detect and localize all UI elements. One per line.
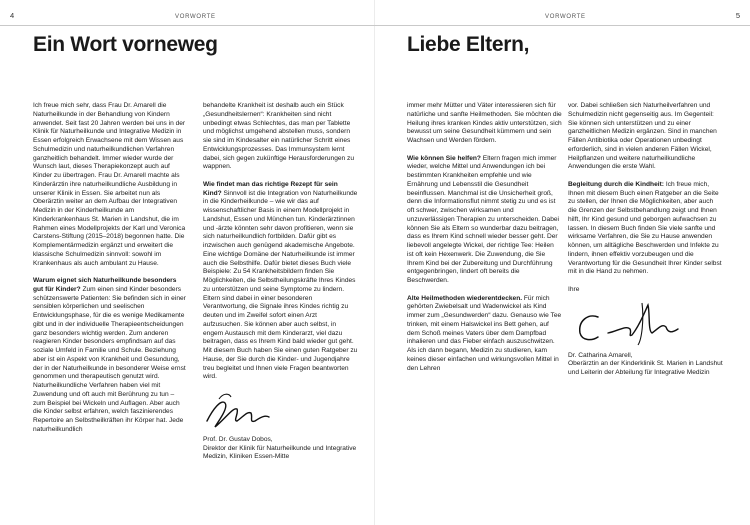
paragraph: vor. Dabei schließen sich Naturheilverfahren und Schulmedizin nicht gegenseitig aus. Im Gegenteil: Sie können sich unterstützen und zu einer ganzheitlichen Medizin ergänzen. Sind in manchen Fällen Antibiotika oder Operationen unbedingt erforderlich, sind in vielen anderen Fällen Wickel, Heilpflanzen und weitere naturheilkundliche Anwendungen die erste Wahl.	[568, 102, 717, 171]
paragraph	[33, 277, 188, 435]
paragraph-text: Sinnvoll ist die Integration von Naturheilkunde in die Kinderheilkunde – wie wir das auf wissenschaftlicher Basis in einem Modellprojekt in Landshut, Essen und München tun. Kinderärztinnen und -ärzte könnten sehr davon profitieren, wenn sie sich naturheilkundlich fortbilden. Dafür gibt es inzwischen auch genügend akademische Angebote. Eine wichtige Domäne der Naturheilkunde ist immer auch die Selbsthilfe. Dafür bietet dieses Buch viele Beispiele: Zu 54 Krankheitsbildern finden Sie Möglichkeiten, die Selbstheilungskräfte Ihres Kindes zu unterstützen und seine Symptome zu lindern. Eltern sind dabei in einer besonderen Verantwortung, die Signale ihres Kindes richtig zu deuten und im Zweifel sofort einen Arzt aufzusuchen. Sie können aber auch selbst, in engem Austausch mit dem Kinderarzt, viel dazu beitragen, dass es Ihrem Kind bald wieder gut geht. Mit diesem Buch haben Sie einen guten Ratgeber zu Hause, der Sie durch die Kinder- und Jugendjahre treu begleitet und Ihnen viele Fragen beantworten wird.	[203, 189, 358, 381]
paragraph	[203, 181, 358, 382]
right-page	[375, 0, 750, 525]
paragraph	[568, 181, 723, 277]
signature-name: Dr. Catharina Amarell,	[568, 351, 633, 359]
left-column-2	[203, 102, 358, 462]
page-title: Ein Wort vorneweg	[33, 33, 218, 56]
paragraph	[407, 295, 562, 374]
paragraph-text: Ich freue mich, Ihnen mit diesem Buch einen Ratgeber an die Seite zu stellen, der Ihnen die Möglichkeiten, aber auch die Grenzen der Selbstbehandlung zeigt und Ihnen hilft, Ihr Kind gesund und geborgen aufwachsen zu lassen. In diesem Buch finden Sie viele sanfte und wirksame Verfahren, die Sie zu Hause anwenden können, um alltägliche Beschwerden und Infekte zu lindern, ihnen effektiv vorzubeugen und die Verantwortung für die Gesundheit Ihrer Kinder selbst mit in die Hand zu nehmen.	[568, 180, 722, 276]
closing: Ihre	[568, 285, 580, 293]
paragraph-text: Für mich gehörten Zwiebelsalt und Wadenwickel als Kind immer zum „Gesundwerden“ dazu. Genauso wie Tee trinken, mit einem Halswickel ins Bett gehen, auf dem Schoß meines Vaters über dem Dampfbad inhalieren und das Fieber einfach auszuschwitzen. Als ich dann begann, Medizin zu studieren, kam keines dieser einfachen und wirkungsvollen Mittel in den Lehren	[407, 294, 562, 372]
header-rule	[375, 25, 750, 26]
page-number: 5	[735, 11, 740, 20]
paragraph	[407, 155, 562, 286]
subheading: Wie können Sie helfen?	[407, 154, 481, 162]
page-number: 4	[10, 11, 15, 20]
subheading: Alte Heilmethoden wiederentdecken.	[407, 294, 523, 302]
paragraph: immer mehr Mütter und Väter interessieren sich für natürliche und sanfte Heilmethoden. Sie möchten die Heilung ihres kranken Kindes aktiv unterstützen, sich bewusst um seine Gesundheit kümmern und sein Wachsen und Werden fördern.	[407, 102, 562, 144]
left-column-1	[33, 102, 188, 443]
subheading: Wie findet man das richtige Rezept für sein Kind?	[203, 180, 338, 197]
page-title: Liebe Eltern,	[407, 33, 530, 56]
running-head: VORWORTE	[545, 14, 586, 20]
signature-role: Direktor der Klinik für Naturheilkunde und Integrative Medizin, Kliniken Essen-Mitte	[203, 444, 357, 461]
right-column-1	[407, 102, 562, 382]
signature-dobos	[203, 391, 273, 433]
subheading: Warum eignet sich Naturheilkunde besonders gut für Kinder?	[33, 277, 177, 293]
signature-name: Prof. Dr. Gustav Dobos,	[203, 435, 273, 443]
running-head: VORWORTE	[175, 14, 216, 20]
header-rule	[0, 25, 375, 26]
signature-role: Oberärztin an der Kinderklinik St. Marien in Landshut und Leiterin der Abteilung für Integrative Medizin	[568, 360, 723, 376]
subheading: Begleitung durch die Kindheit:	[568, 180, 664, 188]
paragraph: behandelte Krankheit ist deshalb auch ein Stück „Gesundheitslernen“: Krankheiten sind nicht unbedingt etwas Schlechtes, das man per Tablette und möglichst umgehend abstellen muss, sondern sie sind im Kindesalter ein natürlicher Schritt eines Entwicklungsprozesses. Das Immunsystem lernt dabei, sich gegen zukünftige Herausforderungen zu wappnen.	[203, 102, 355, 171]
paragraph: Ich freue mich sehr, dass Frau Dr. Amarell die Naturheilkunde in der Behandlung von Kindern anwendet. Seit fast 20 Jahren werden bei uns in der Klinik für Naturheilkunde und Integrative Medizin in Essen erfolgreich Erwachsene mit dem Wissen aus Schulmedizin und naturheilkundlichen Verfahren ganzheitlich behandelt. Immer wieder wurde der Wunsch laut, dieses Therapiekonzept auch auf Kinder zu übertragen. Frau Dr. Amarell machte als Kinderärztin ihre naturheilkundliche Ausbildung in unserer Klinik in Essen. Sie arbeitet nun als Oberärztin weiter an dem Aufbau der Integrativen Medizin in der Kinderheilkunde am Kinderkrankenhaus St. Marien in Landshut, die im Rahmen eines Modellprojekts der Karl und Veronica Carstens-Stiftung (2015–2018) begonnen hatte. Die Komplementärmedizin ergänzt und erweitert die klassische Schulmedizin sinnvoll: sowohl im Krankenhaus als auch ambulant zu Hause.	[33, 102, 186, 267]
paragraph-text: Eltern fragen mich immer wieder, welche Mittel und Anwendungen ich bei bestimmten Krankheiten empfehle und wie Ernährung und Lebensstil die Gesundheit beeinflussen. Manchmal ist die Unsicherheit groß, denn die Informationsflut nimmt stetig zu und es ist oft schwer, zwischen wirksamen und unzuverlässigen Therapien zu unterscheiden. Dabei können Sie als Eltern so wunderbar dazu beitragen, dass es Ihrem Kind schnell wieder besser geht. Der liebevoll angelegte Wickel, der richtige Tee: Heilen ist oft kein Hexenwerk. Die Zuwendung, die Sie Ihrem Kind bei der Zubereitung und Durchführung entgegenbringen, lindert oft bereits die Beschwerden.	[407, 154, 559, 284]
signature-amarell	[568, 299, 688, 349]
paragraph-text: Zum einen sind Kinder besonders schützenswerte Patienten: Sie befinden sich in einer sensiblen körperlichen und seelischen Entwicklungsphase, für die es wenige Medikamente gibt und in der individuelle Therapieentscheidungen ganz besonders wichtig werden. Zum anderen reagieren Kinder besonders empfindsam auf das soziale Umfeld in Familie und Schule. Beziehung aber ist ein Aspekt von Krankheit und Gesundung, der in der Naturheilkunde in besonderer Weise ernst genommen und therapeutisch genutzt wird. Naturheilkundliche Verfahren haben viel mit Zuwendung und oft auch mit Berührung zu tun – zum Beispiel bei Wickeln und Auflagen. Aber auch die Kinder selbst erfahren, welch faszinierendes Repertoire an Selbstheilkräften ihr Körper hat. Jede naturheilkundlich	[33, 285, 186, 433]
right-column-2	[568, 102, 723, 378]
